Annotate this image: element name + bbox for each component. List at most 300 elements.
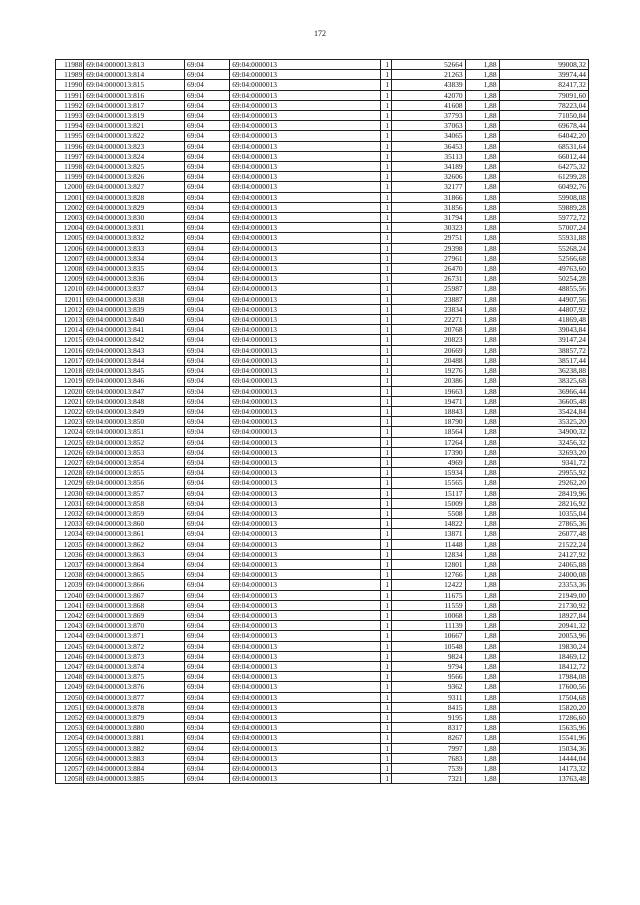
quarter-code-cell: 69:04:0000013 bbox=[230, 427, 381, 437]
rate-value-cell: 1,88 bbox=[465, 539, 499, 549]
cadastral-number-cell: 69:04:0000013:836 bbox=[84, 274, 185, 284]
row-number-cell: 12016 bbox=[56, 345, 84, 355]
area-value-cell: 35113 bbox=[392, 151, 466, 161]
cadastral-number-cell: 69:04:0000013:880 bbox=[84, 723, 185, 733]
table-row bbox=[56, 202, 589, 212]
area-value-cell: 52664 bbox=[392, 60, 466, 70]
quarter-code-cell: 69:04:0000013 bbox=[230, 60, 381, 70]
cadastral-cost-cell: 41869,48 bbox=[499, 315, 588, 325]
cadastral-number-cell: 69:04:0000013:867 bbox=[84, 590, 185, 600]
group-code-cell: 1 bbox=[380, 141, 391, 151]
group-code-cell: 1 bbox=[380, 213, 391, 223]
rate-value-cell: 1,88 bbox=[465, 631, 499, 641]
district-code-cell: 69:04 bbox=[184, 723, 229, 733]
row-number-cell: 11998 bbox=[56, 162, 84, 172]
group-code-cell: 1 bbox=[380, 539, 391, 549]
table-row bbox=[56, 192, 589, 202]
table-row bbox=[56, 131, 589, 141]
cadastral-number-cell: 69:04:0000013:869 bbox=[84, 610, 185, 620]
cadastral-number-cell: 69:04:0000013:863 bbox=[84, 549, 185, 559]
table-row bbox=[56, 559, 589, 569]
rate-value-cell: 1,88 bbox=[465, 621, 499, 631]
area-value-cell: 20386 bbox=[392, 376, 466, 386]
row-number-cell: 12017 bbox=[56, 355, 84, 365]
district-code-cell: 69:04 bbox=[184, 713, 229, 723]
table-row bbox=[56, 111, 589, 121]
cadastral-number-cell: 69:04:0000013:851 bbox=[84, 427, 185, 437]
district-code-cell: 69:04 bbox=[184, 121, 229, 131]
cadastral-number-cell: 69:04:0000013:850 bbox=[84, 417, 185, 427]
cadastral-cost-cell: 38517,44 bbox=[499, 355, 588, 365]
cadastral-number-cell: 69:04:0000013:878 bbox=[84, 702, 185, 712]
group-code-cell: 1 bbox=[380, 682, 391, 692]
cadastral-cost-cell: 36238,88 bbox=[499, 366, 588, 376]
district-code-cell: 69:04 bbox=[184, 243, 229, 253]
row-number-cell: 12002 bbox=[56, 202, 84, 212]
cadastral-number-cell: 69:04:0000013:839 bbox=[84, 304, 185, 314]
cadastral-number-cell: 69:04:0000013:853 bbox=[84, 447, 185, 457]
cadastral-number-cell: 69:04:0000013:832 bbox=[84, 233, 185, 243]
rate-value-cell: 1,88 bbox=[465, 90, 499, 100]
group-code-cell: 1 bbox=[380, 733, 391, 743]
cadastral-cost-cell: 79091,60 bbox=[499, 90, 588, 100]
quarter-code-cell: 69:04:0000013 bbox=[230, 580, 381, 590]
quarter-code-cell: 69:04:0000013 bbox=[230, 213, 381, 223]
rate-value-cell: 1,88 bbox=[465, 366, 499, 376]
district-code-cell: 69:04 bbox=[184, 753, 229, 763]
cadastral-cost-cell: 36605,48 bbox=[499, 396, 588, 406]
quarter-code-cell: 69:04:0000013 bbox=[230, 284, 381, 294]
group-code-cell: 1 bbox=[380, 723, 391, 733]
cadastral-number-cell: 69:04:0000013:827 bbox=[84, 182, 185, 192]
group-code-cell: 1 bbox=[380, 672, 391, 682]
group-code-cell: 1 bbox=[380, 610, 391, 620]
rate-value-cell: 1,88 bbox=[465, 253, 499, 263]
district-code-cell: 69:04 bbox=[184, 519, 229, 529]
quarter-code-cell: 69:04:0000013 bbox=[230, 672, 381, 682]
cadastral-number-cell: 69:04:0000013:833 bbox=[84, 243, 185, 253]
cadastral-cost-cell: 23353,36 bbox=[499, 580, 588, 590]
cadastral-cost-cell: 64275,32 bbox=[499, 162, 588, 172]
cadastral-cost-cell: 20053,96 bbox=[499, 631, 588, 641]
area-value-cell: 20669 bbox=[392, 345, 466, 355]
quarter-code-cell: 69:04:0000013 bbox=[230, 131, 381, 141]
cadastral-cost-cell: 32693,20 bbox=[499, 447, 588, 457]
area-value-cell: 7539 bbox=[392, 764, 466, 774]
row-number-cell: 12028 bbox=[56, 468, 84, 478]
rate-value-cell: 1,88 bbox=[465, 753, 499, 763]
quarter-code-cell: 69:04:0000013 bbox=[230, 396, 381, 406]
area-value-cell: 9824 bbox=[392, 651, 466, 661]
cadastral-number-cell: 69:04:0000013:835 bbox=[84, 264, 185, 274]
table-row bbox=[56, 355, 589, 365]
row-number-cell: 12004 bbox=[56, 223, 84, 233]
group-code-cell: 1 bbox=[380, 396, 391, 406]
quarter-code-cell: 69:04:0000013 bbox=[230, 733, 381, 743]
area-value-cell: 17264 bbox=[392, 437, 466, 447]
cadastral-number-cell: 69:04:0000013:854 bbox=[84, 457, 185, 467]
cadastral-cost-cell: 15541,96 bbox=[499, 733, 588, 743]
group-code-cell: 1 bbox=[380, 559, 391, 569]
row-number-cell: 12013 bbox=[56, 315, 84, 325]
quarter-code-cell: 69:04:0000013 bbox=[230, 100, 381, 110]
rate-value-cell: 1,88 bbox=[465, 774, 499, 784]
row-number-cell: 12008 bbox=[56, 264, 84, 274]
table-row bbox=[56, 182, 589, 192]
district-code-cell: 69:04 bbox=[184, 70, 229, 80]
row-number-cell: 12012 bbox=[56, 304, 84, 314]
district-code-cell: 69:04 bbox=[184, 702, 229, 712]
cadastral-number-cell: 69:04:0000013:845 bbox=[84, 366, 185, 376]
cadastral-number-cell: 69:04:0000013:842 bbox=[84, 335, 185, 345]
quarter-code-cell: 69:04:0000013 bbox=[230, 417, 381, 427]
quarter-code-cell: 69:04:0000013 bbox=[230, 600, 381, 610]
rate-value-cell: 1,88 bbox=[465, 743, 499, 753]
area-value-cell: 12766 bbox=[392, 570, 466, 580]
cadastral-cost-cell: 59772,72 bbox=[499, 213, 588, 223]
cadastral-cost-cell: 64042,20 bbox=[499, 131, 588, 141]
area-value-cell: 17390 bbox=[392, 447, 466, 457]
district-code-cell: 69:04 bbox=[184, 345, 229, 355]
area-value-cell: 37063 bbox=[392, 121, 466, 131]
area-value-cell: 7321 bbox=[392, 774, 466, 784]
quarter-code-cell: 69:04:0000013 bbox=[230, 151, 381, 161]
quarter-code-cell: 69:04:0000013 bbox=[230, 315, 381, 325]
row-number-cell: 12047 bbox=[56, 661, 84, 671]
table-row bbox=[56, 366, 589, 376]
cadastral-cost-cell: 24065,88 bbox=[499, 559, 588, 569]
district-code-cell: 69:04 bbox=[184, 264, 229, 274]
row-number-cell: 11995 bbox=[56, 131, 84, 141]
district-code-cell: 69:04 bbox=[184, 549, 229, 559]
cadastral-cost-cell: 28419,96 bbox=[499, 488, 588, 498]
group-code-cell: 1 bbox=[380, 478, 391, 488]
district-code-cell: 69:04 bbox=[184, 335, 229, 345]
group-code-cell: 1 bbox=[380, 121, 391, 131]
group-code-cell: 1 bbox=[380, 406, 391, 416]
group-code-cell: 1 bbox=[380, 253, 391, 263]
group-code-cell: 1 bbox=[380, 417, 391, 427]
area-value-cell: 23834 bbox=[392, 304, 466, 314]
group-code-cell: 1 bbox=[380, 100, 391, 110]
cadastral-cost-cell: 99008,32 bbox=[499, 60, 588, 70]
district-code-cell: 69:04 bbox=[184, 447, 229, 457]
area-value-cell: 29398 bbox=[392, 243, 466, 253]
row-number-cell: 12025 bbox=[56, 437, 84, 447]
group-code-cell: 1 bbox=[380, 498, 391, 508]
row-number-cell: 12020 bbox=[56, 386, 84, 396]
cadastral-number-cell: 69:04:0000013:873 bbox=[84, 651, 185, 661]
district-code-cell: 69:04 bbox=[184, 610, 229, 620]
group-code-cell: 1 bbox=[380, 335, 391, 345]
quarter-code-cell: 69:04:0000013 bbox=[230, 651, 381, 661]
group-code-cell: 1 bbox=[380, 274, 391, 284]
table-row bbox=[56, 417, 589, 427]
group-code-cell: 1 bbox=[380, 427, 391, 437]
row-number-cell: 12054 bbox=[56, 733, 84, 743]
district-code-cell: 69:04 bbox=[184, 192, 229, 202]
area-value-cell: 31866 bbox=[392, 192, 466, 202]
cadastral-number-cell: 69:04:0000013:882 bbox=[84, 743, 185, 753]
rate-value-cell: 1,88 bbox=[465, 141, 499, 151]
row-number-cell: 12026 bbox=[56, 447, 84, 457]
quarter-code-cell: 69:04:0000013 bbox=[230, 274, 381, 284]
group-code-cell: 1 bbox=[380, 519, 391, 529]
row-number-cell: 11994 bbox=[56, 121, 84, 131]
cadastral-number-cell: 69:04:0000013:852 bbox=[84, 437, 185, 447]
row-number-cell: 11997 bbox=[56, 151, 84, 161]
cadastral-number-cell: 69:04:0000013:825 bbox=[84, 162, 185, 172]
cadastral-value-table bbox=[55, 59, 589, 784]
row-number-cell: 12001 bbox=[56, 192, 84, 202]
area-value-cell: 18843 bbox=[392, 406, 466, 416]
area-value-cell: 15934 bbox=[392, 468, 466, 478]
area-value-cell: 37793 bbox=[392, 111, 466, 121]
table-row bbox=[56, 661, 589, 671]
rate-value-cell: 1,88 bbox=[465, 70, 499, 80]
group-code-cell: 1 bbox=[380, 447, 391, 457]
cadastral-cost-cell: 39147,24 bbox=[499, 335, 588, 345]
row-number-cell: 12019 bbox=[56, 376, 84, 386]
district-code-cell: 69:04 bbox=[184, 508, 229, 518]
group-code-cell: 1 bbox=[380, 202, 391, 212]
rate-value-cell: 1,88 bbox=[465, 202, 499, 212]
cadastral-cost-cell: 19830,24 bbox=[499, 641, 588, 651]
rate-value-cell: 1,88 bbox=[465, 447, 499, 457]
rate-value-cell: 1,88 bbox=[465, 764, 499, 774]
district-code-cell: 69:04 bbox=[184, 641, 229, 651]
rate-value-cell: 1,88 bbox=[465, 641, 499, 651]
quarter-code-cell: 69:04:0000013 bbox=[230, 764, 381, 774]
area-value-cell: 19471 bbox=[392, 396, 466, 406]
table-row bbox=[56, 498, 589, 508]
row-number-cell: 12046 bbox=[56, 651, 84, 661]
cadastral-number-cell: 69:04:0000013:821 bbox=[84, 121, 185, 131]
quarter-code-cell: 69:04:0000013 bbox=[230, 478, 381, 488]
area-value-cell: 12834 bbox=[392, 549, 466, 559]
quarter-code-cell: 69:04:0000013 bbox=[230, 610, 381, 620]
table-row bbox=[56, 457, 589, 467]
district-code-cell: 69:04 bbox=[184, 253, 229, 263]
rate-value-cell: 1,88 bbox=[465, 192, 499, 202]
group-code-cell: 1 bbox=[380, 713, 391, 723]
cadastral-number-cell: 69:04:0000013:865 bbox=[84, 570, 185, 580]
cadastral-cost-cell: 20941,32 bbox=[499, 621, 588, 631]
row-number-cell: 11988 bbox=[56, 60, 84, 70]
cadastral-cost-cell: 55931,88 bbox=[499, 233, 588, 243]
cadastral-cost-cell: 82417,32 bbox=[499, 80, 588, 90]
row-number-cell: 12023 bbox=[56, 417, 84, 427]
row-number-cell: 12015 bbox=[56, 335, 84, 345]
group-code-cell: 1 bbox=[380, 590, 391, 600]
district-code-cell: 69:04 bbox=[184, 743, 229, 753]
cadastral-cost-cell: 13763,48 bbox=[499, 774, 588, 784]
cadastral-cost-cell: 35424,84 bbox=[499, 406, 588, 416]
rate-value-cell: 1,88 bbox=[465, 468, 499, 478]
table-row bbox=[56, 386, 589, 396]
table-row bbox=[56, 60, 589, 70]
cadastral-number-cell: 69:04:0000013:816 bbox=[84, 90, 185, 100]
table-row bbox=[56, 151, 589, 161]
group-code-cell: 1 bbox=[380, 641, 391, 651]
table-row bbox=[56, 345, 589, 355]
group-code-cell: 1 bbox=[380, 172, 391, 182]
quarter-code-cell: 69:04:0000013 bbox=[230, 682, 381, 692]
rate-value-cell: 1,88 bbox=[465, 60, 499, 70]
cadastral-number-cell: 69:04:0000013:884 bbox=[84, 764, 185, 774]
cadastral-cost-cell: 61299,28 bbox=[499, 172, 588, 182]
district-code-cell: 69:04 bbox=[184, 672, 229, 682]
rate-value-cell: 1,88 bbox=[465, 610, 499, 620]
quarter-code-cell: 69:04:0000013 bbox=[230, 294, 381, 304]
district-code-cell: 69:04 bbox=[184, 692, 229, 702]
district-code-cell: 69:04 bbox=[184, 223, 229, 233]
district-code-cell: 69:04 bbox=[184, 274, 229, 284]
cadastral-cost-cell: 29955,92 bbox=[499, 468, 588, 478]
cadastral-number-cell: 69:04:0000013:844 bbox=[84, 355, 185, 365]
quarter-code-cell: 69:04:0000013 bbox=[230, 80, 381, 90]
table-row bbox=[56, 162, 589, 172]
cadastral-cost-cell: 38857,72 bbox=[499, 345, 588, 355]
group-code-cell: 1 bbox=[380, 651, 391, 661]
rate-value-cell: 1,88 bbox=[465, 315, 499, 325]
area-value-cell: 25987 bbox=[392, 284, 466, 294]
district-code-cell: 69:04 bbox=[184, 294, 229, 304]
area-value-cell: 9566 bbox=[392, 672, 466, 682]
quarter-code-cell: 69:04:0000013 bbox=[230, 488, 381, 498]
quarter-code-cell: 69:04:0000013 bbox=[230, 661, 381, 671]
page-number: 172 bbox=[314, 29, 326, 38]
cadastral-number-cell: 69:04:0000013:860 bbox=[84, 519, 185, 529]
row-number-cell: 12042 bbox=[56, 610, 84, 620]
group-code-cell: 1 bbox=[380, 233, 391, 243]
quarter-code-cell: 69:04:0000013 bbox=[230, 304, 381, 314]
quarter-code-cell: 69:04:0000013 bbox=[230, 233, 381, 243]
cadastral-cost-cell: 59908,08 bbox=[499, 192, 588, 202]
area-value-cell: 29751 bbox=[392, 233, 466, 243]
row-number-cell: 11991 bbox=[56, 90, 84, 100]
group-code-cell: 1 bbox=[380, 243, 391, 253]
row-number-cell: 11992 bbox=[56, 100, 84, 110]
row-number-cell: 12035 bbox=[56, 539, 84, 549]
cadastral-cost-cell: 52566,68 bbox=[499, 253, 588, 263]
district-code-cell: 69:04 bbox=[184, 355, 229, 365]
row-number-cell: 12043 bbox=[56, 621, 84, 631]
district-code-cell: 69:04 bbox=[184, 60, 229, 70]
area-value-cell: 19663 bbox=[392, 386, 466, 396]
district-code-cell: 69:04 bbox=[184, 468, 229, 478]
cadastral-cost-cell: 24000,08 bbox=[499, 570, 588, 580]
group-code-cell: 1 bbox=[380, 600, 391, 610]
area-value-cell: 13871 bbox=[392, 529, 466, 539]
quarter-code-cell: 69:04:0000013 bbox=[230, 519, 381, 529]
cadastral-cost-cell: 48855,56 bbox=[499, 284, 588, 294]
group-code-cell: 1 bbox=[380, 508, 391, 518]
table-row bbox=[56, 172, 589, 182]
cadastral-number-cell: 69:04:0000013:815 bbox=[84, 80, 185, 90]
table-row bbox=[56, 233, 589, 243]
area-value-cell: 15009 bbox=[392, 498, 466, 508]
row-number-cell: 12005 bbox=[56, 233, 84, 243]
table-row bbox=[56, 447, 589, 457]
group-code-cell: 1 bbox=[380, 570, 391, 580]
district-code-cell: 69:04 bbox=[184, 162, 229, 172]
cadastral-number-cell: 69:04:0000013:848 bbox=[84, 396, 185, 406]
cadastral-number-cell: 69:04:0000013:875 bbox=[84, 672, 185, 682]
quarter-code-cell: 69:04:0000013 bbox=[230, 713, 381, 723]
rate-value-cell: 1,88 bbox=[465, 519, 499, 529]
quarter-code-cell: 69:04:0000013 bbox=[230, 90, 381, 100]
district-code-cell: 69:04 bbox=[184, 202, 229, 212]
cadastral-number-cell: 69:04:0000013:841 bbox=[84, 325, 185, 335]
cadastral-cost-cell: 29262,20 bbox=[499, 478, 588, 488]
rate-value-cell: 1,88 bbox=[465, 437, 499, 447]
district-code-cell: 69:04 bbox=[184, 733, 229, 743]
cadastral-cost-cell: 68531,64 bbox=[499, 141, 588, 151]
group-code-cell: 1 bbox=[380, 223, 391, 233]
quarter-code-cell: 69:04:0000013 bbox=[230, 743, 381, 753]
cadastral-cost-cell: 21522,24 bbox=[499, 539, 588, 549]
row-number-cell: 12053 bbox=[56, 723, 84, 733]
table-row bbox=[56, 672, 589, 682]
row-number-cell: 12038 bbox=[56, 570, 84, 580]
rate-value-cell: 1,88 bbox=[465, 100, 499, 110]
group-code-cell: 1 bbox=[380, 743, 391, 753]
group-code-cell: 1 bbox=[380, 376, 391, 386]
row-number-cell: 11989 bbox=[56, 70, 84, 80]
table-row bbox=[56, 264, 589, 274]
cadastral-cost-cell: 66012,44 bbox=[499, 151, 588, 161]
area-value-cell: 31794 bbox=[392, 213, 466, 223]
group-code-cell: 1 bbox=[380, 692, 391, 702]
rate-value-cell: 1,88 bbox=[465, 264, 499, 274]
row-number-cell: 12006 bbox=[56, 243, 84, 253]
table-row bbox=[56, 753, 589, 763]
rate-value-cell: 1,88 bbox=[465, 80, 499, 90]
cadastral-number-cell: 69:04:0000013:817 bbox=[84, 100, 185, 110]
area-value-cell: 27961 bbox=[392, 253, 466, 263]
row-number-cell: 12037 bbox=[56, 559, 84, 569]
group-code-cell: 1 bbox=[380, 631, 391, 641]
area-value-cell: 34189 bbox=[392, 162, 466, 172]
group-code-cell: 1 bbox=[380, 764, 391, 774]
rate-value-cell: 1,88 bbox=[465, 682, 499, 692]
quarter-code-cell: 69:04:0000013 bbox=[230, 70, 381, 80]
cadastral-cost-cell: 14173,32 bbox=[499, 764, 588, 774]
row-number-cell: 12000 bbox=[56, 182, 84, 192]
table-row bbox=[56, 121, 589, 131]
cadastral-number-cell: 69:04:0000013:885 bbox=[84, 774, 185, 784]
table-row bbox=[56, 610, 589, 620]
rate-value-cell: 1,88 bbox=[465, 284, 499, 294]
quarter-code-cell: 69:04:0000013 bbox=[230, 141, 381, 151]
group-code-cell: 1 bbox=[380, 549, 391, 559]
area-value-cell: 18564 bbox=[392, 427, 466, 437]
district-code-cell: 69:04 bbox=[184, 325, 229, 335]
row-number-cell: 12033 bbox=[56, 519, 84, 529]
group-code-cell: 1 bbox=[380, 325, 391, 335]
district-code-cell: 69:04 bbox=[184, 284, 229, 294]
row-number-cell: 12011 bbox=[56, 294, 84, 304]
quarter-code-cell: 69:04:0000013 bbox=[230, 692, 381, 702]
cadastral-cost-cell: 44807,92 bbox=[499, 304, 588, 314]
quarter-code-cell: 69:04:0000013 bbox=[230, 162, 381, 172]
rate-value-cell: 1,88 bbox=[465, 111, 499, 121]
rate-value-cell: 1,88 bbox=[465, 243, 499, 253]
rate-value-cell: 1,88 bbox=[465, 162, 499, 172]
district-code-cell: 69:04 bbox=[184, 90, 229, 100]
area-value-cell: 11559 bbox=[392, 600, 466, 610]
